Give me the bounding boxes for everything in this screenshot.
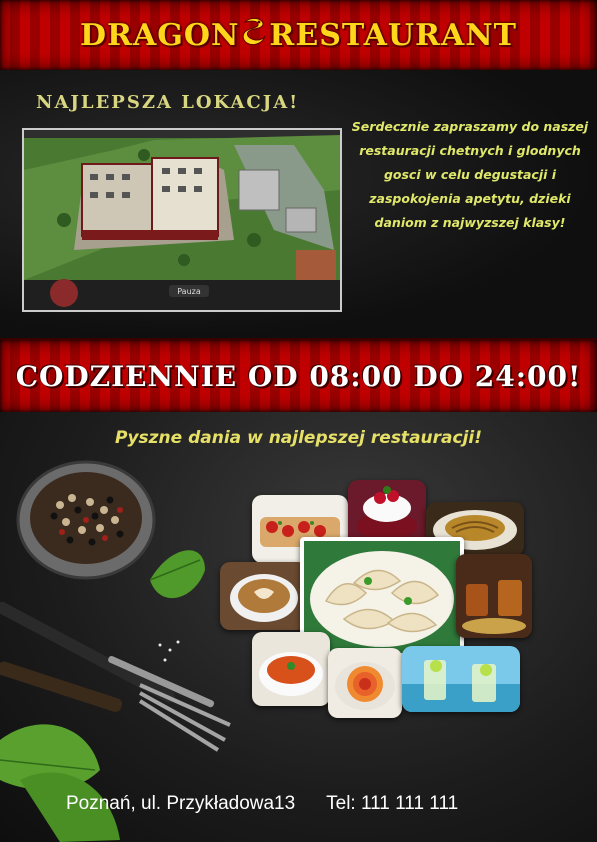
dragon-logo-icon <box>241 16 267 54</box>
address-text: Poznań, ul. Przykładowa13 <box>66 793 296 814</box>
intro-text: Serdecznie zapraszamy do naszej restauracji chetnych i glodnych gosci w celu degustacji i zaspokojenia apetytu, dzieki daniom z najwyzszej klasy! <box>351 119 589 230</box>
cappuccino-photo <box>220 562 308 630</box>
phone-text: Tel: 111 111 111 <box>326 793 459 814</box>
spices-cutlery-illustration <box>0 450 240 842</box>
fruit-tart-photo <box>328 648 402 718</box>
lemonade-photo <box>402 646 520 712</box>
opening-hours: CODZIENNIE OD 08:00 DO 24:00! <box>15 359 582 393</box>
tagline: Pyszne dania w najlepszej restauracji! <box>115 428 482 448</box>
title-right: RESTAURANT <box>269 17 517 53</box>
restaurant-map-image <box>22 128 342 312</box>
footer-contact <box>66 793 484 815</box>
pause-label: Pauza <box>177 287 201 296</box>
title-left: DRAGON <box>80 17 240 53</box>
tea-photo <box>456 554 532 638</box>
tomato-soup-photo <box>252 632 330 706</box>
header-banner <box>0 0 597 70</box>
restaurant-title <box>80 16 517 54</box>
location-heading: NAJLEPSZA LOKACJA! <box>36 92 300 113</box>
hours-banner <box>0 338 597 414</box>
